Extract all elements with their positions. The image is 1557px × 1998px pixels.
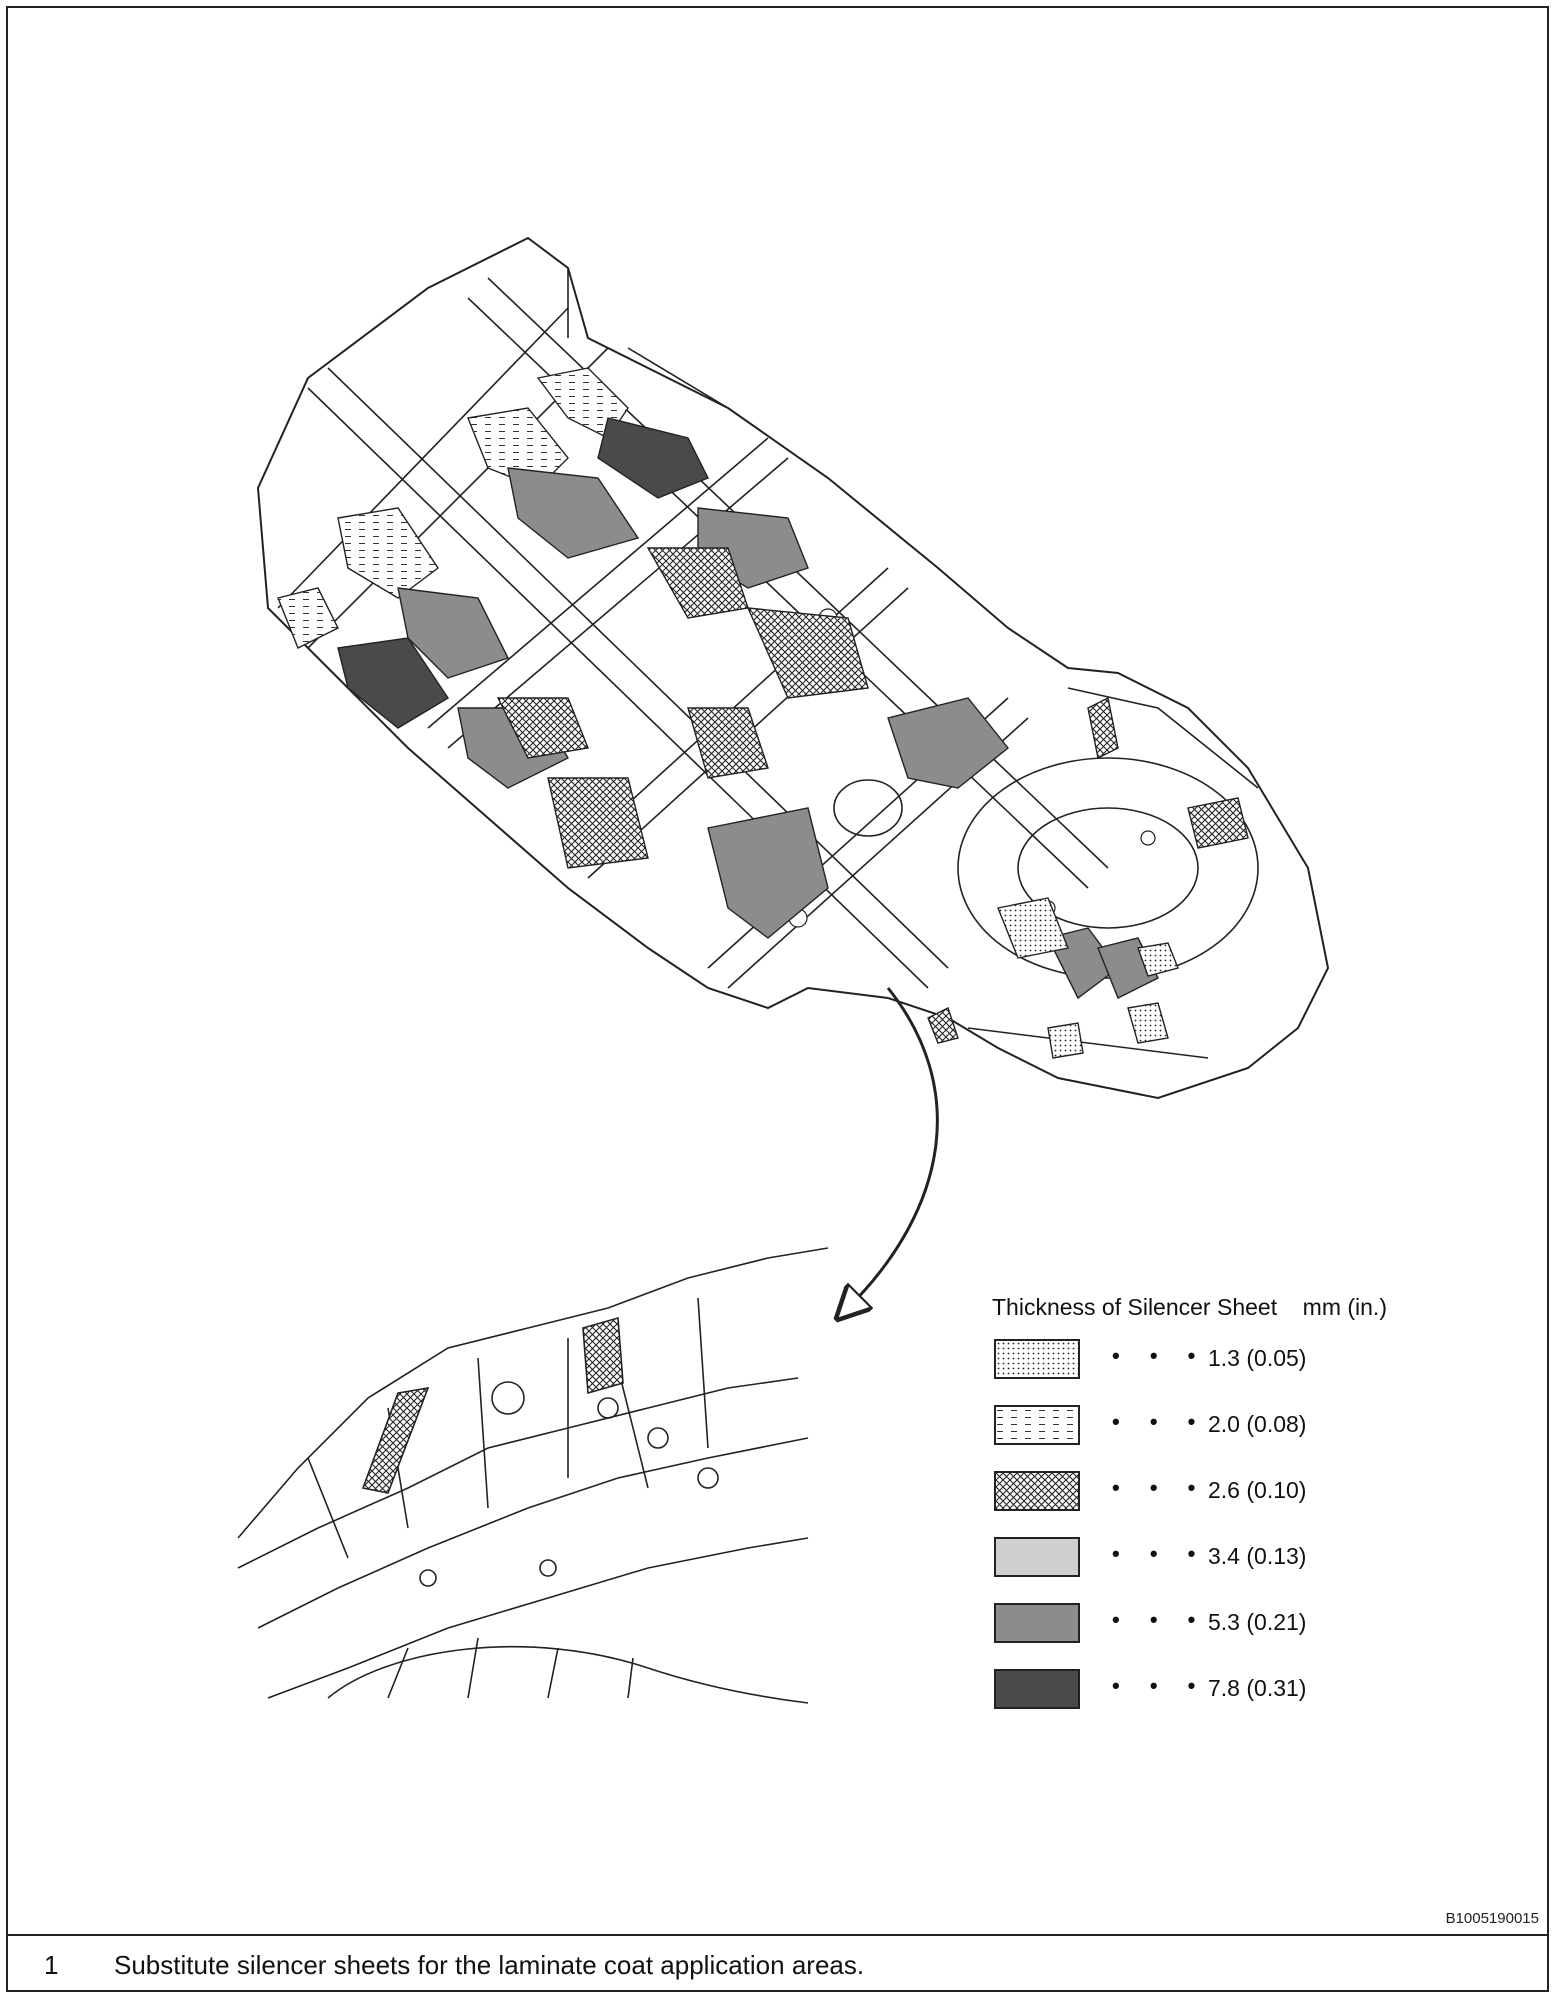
legend-value: 2.6 (0.10) <box>1208 1477 1307 1503</box>
legend-row <box>992 1603 1512 1669</box>
swatch-dashes <box>994 1405 1080 1445</box>
legend-row <box>992 1537 1512 1603</box>
caption-text: Substitute silencer sheets for the laminate coat application areas. <box>114 1950 865 1980</box>
legend-value: 1.3 (0.05) <box>1208 1345 1307 1371</box>
leader-dots: • • • <box>1112 1475 1208 1500</box>
swatch-dark-gray <box>994 1669 1080 1709</box>
swatch-crosshatch <box>994 1471 1080 1511</box>
swatch-fine-dots <box>994 1339 1080 1379</box>
caption-row <box>8 1934 1547 1992</box>
legend-row <box>992 1405 1512 1471</box>
page-frame <box>6 6 1549 1992</box>
caption-number: 1 <box>44 1950 59 1980</box>
swatch-light-gray <box>994 1537 1080 1577</box>
legend-value: 7.8 (0.31) <box>1208 1675 1307 1701</box>
leader-dots: • • • <box>1112 1607 1208 1632</box>
figure-area <box>8 8 1549 1928</box>
legend-value: 3.4 (0.13) <box>1208 1543 1307 1569</box>
leader-dots: • • • <box>1112 1409 1208 1434</box>
swatch-medium-gray <box>994 1603 1080 1643</box>
detail-view <box>238 1248 828 1703</box>
legend-title: Thickness of Silencer Sheet mm (in.) <box>992 1294 1387 1320</box>
leader-dots: • • • <box>1112 1541 1208 1566</box>
legend-value: 2.0 (0.08) <box>1208 1411 1307 1437</box>
leader-dots: • • • <box>1112 1673 1208 1698</box>
legend-row <box>992 1669 1512 1735</box>
legend-value: 5.3 (0.21) <box>1208 1609 1307 1635</box>
leader-dots: • • • <box>1112 1343 1208 1368</box>
legend-row <box>992 1471 1512 1537</box>
detail-arrow <box>848 988 937 1308</box>
figure-id: B1005190015 <box>1445 1910 1539 1927</box>
thickness-legend <box>992 1294 1512 1735</box>
legend-row <box>992 1339 1512 1405</box>
